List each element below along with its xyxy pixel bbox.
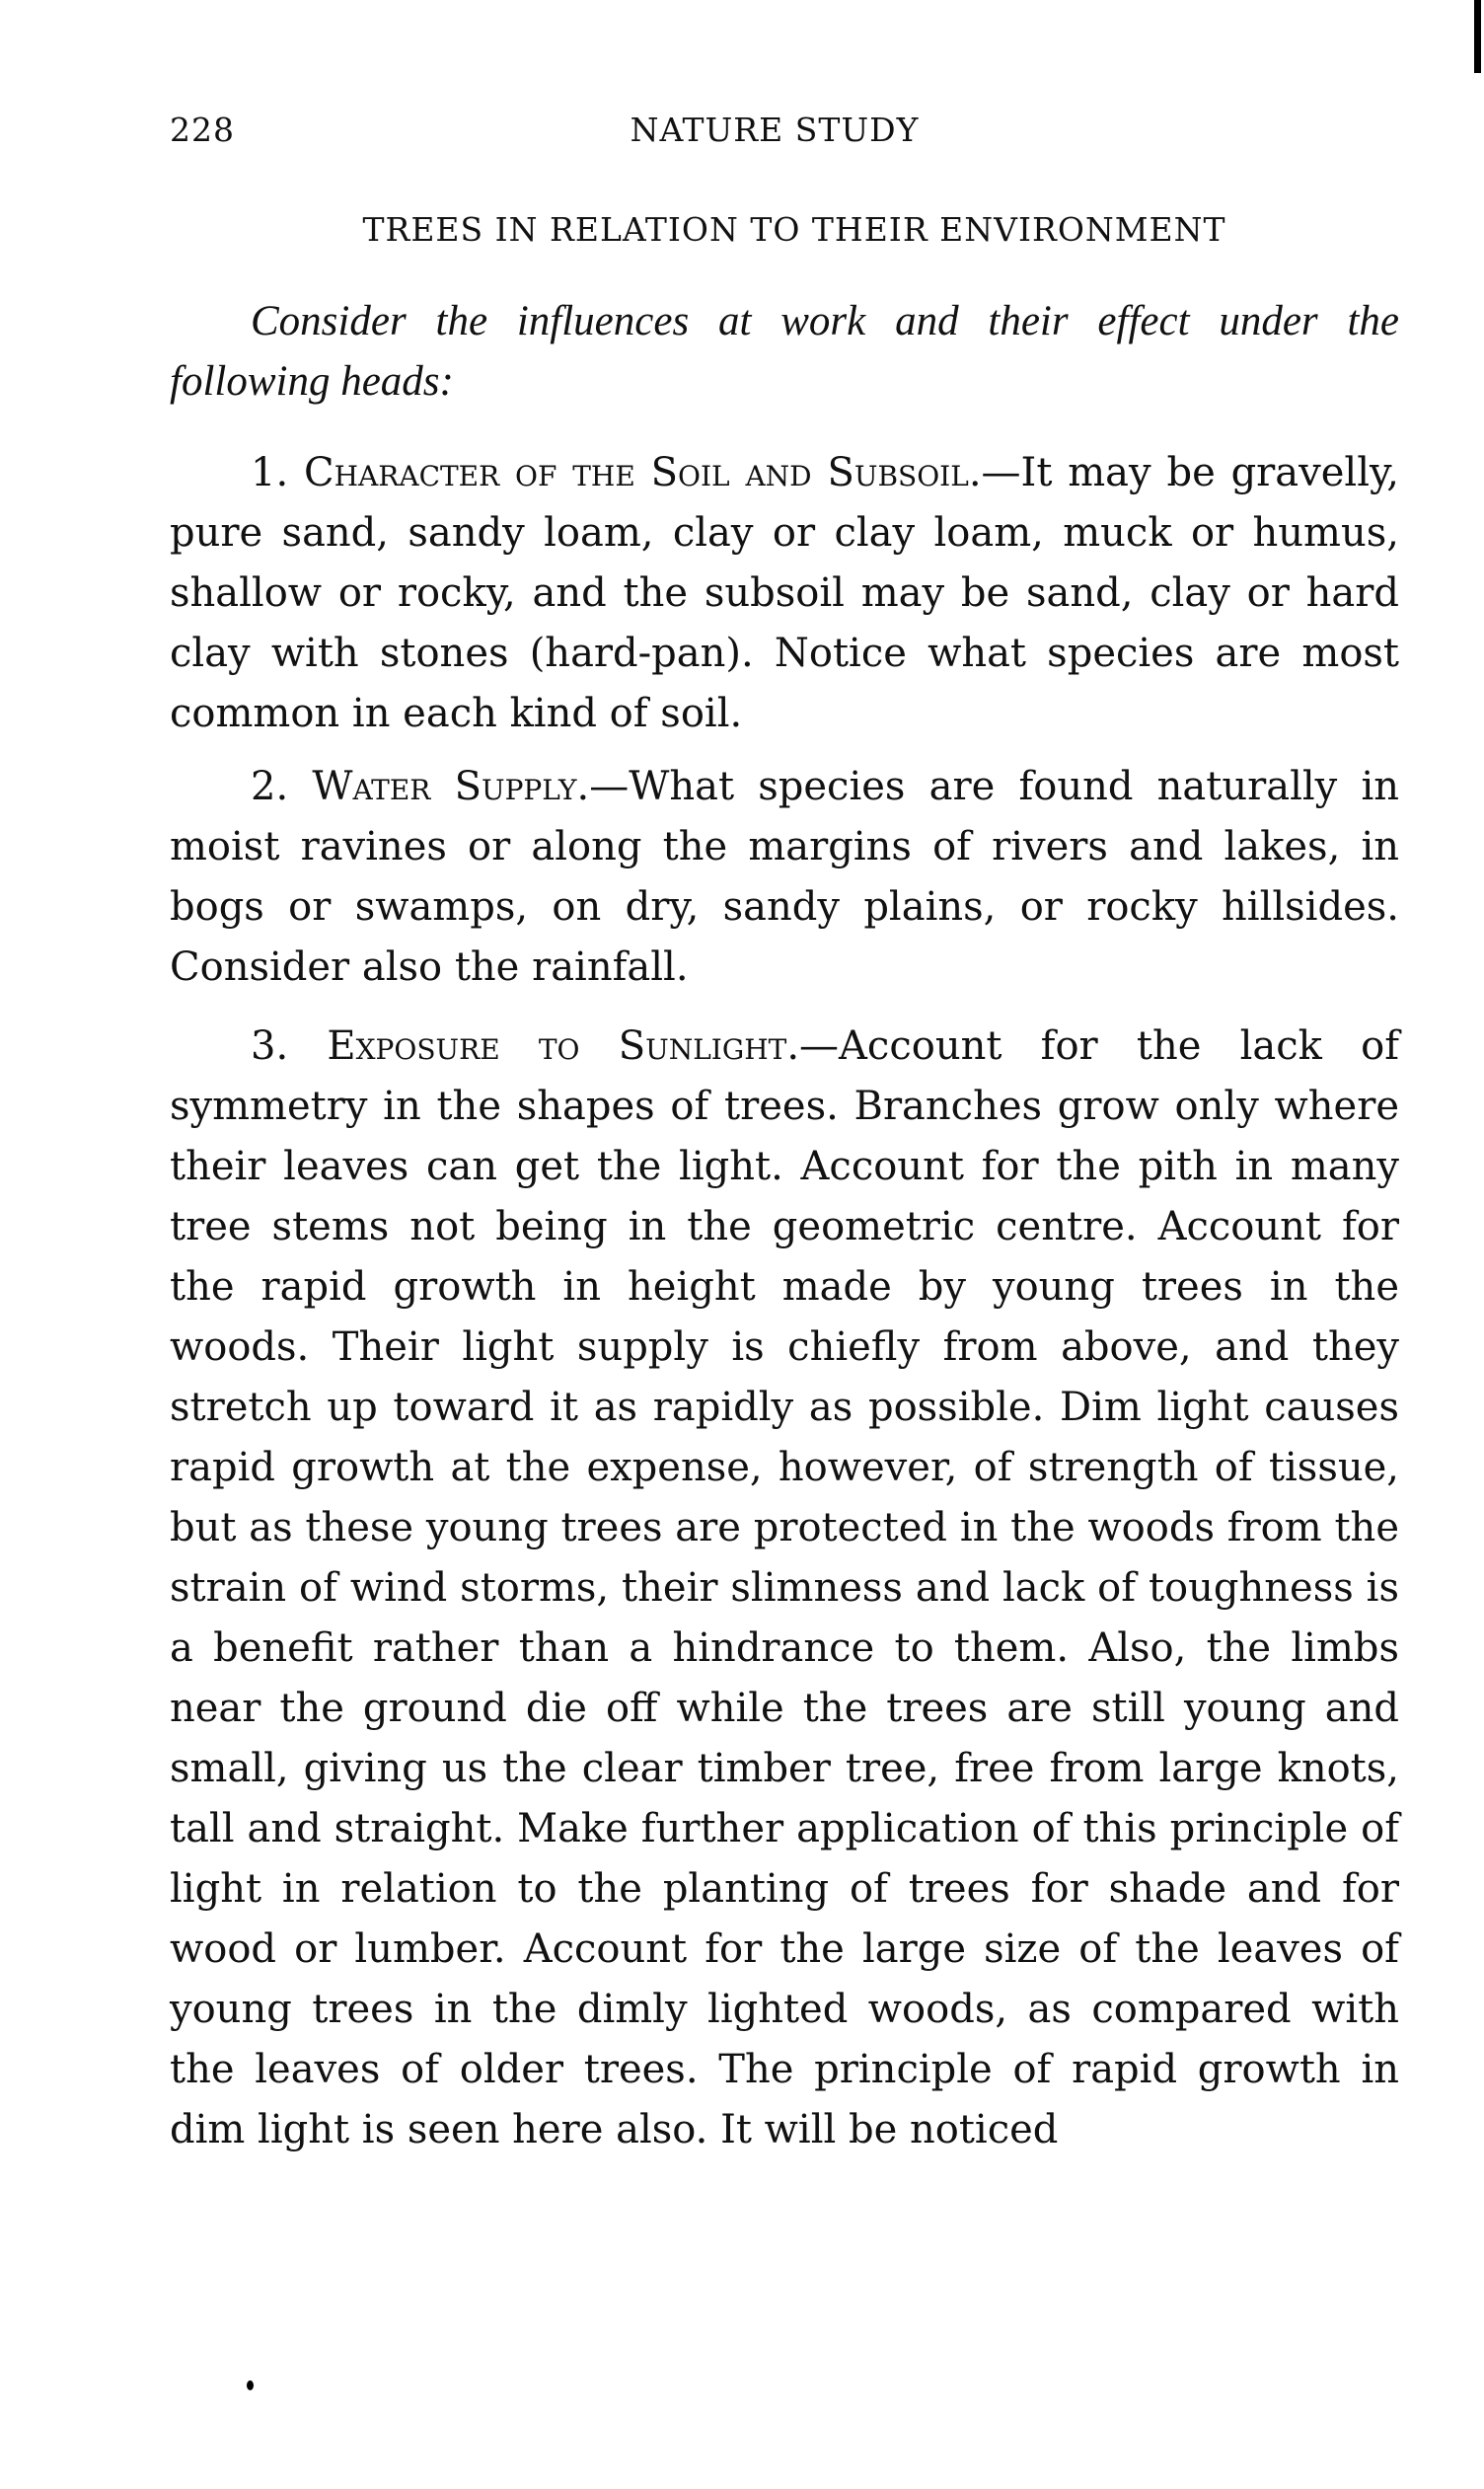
page-number: 228: [170, 111, 235, 149]
item-paragraph: [170, 757, 1399, 998]
running-header: [170, 111, 1399, 150]
item-text: —Account for the lack of symmetry in the shapes of trees. Branches grow only where their leaves can get the light. Account for the pith in many tree stems not being in the geometric centre. Account for the rapid growth in height made by young trees in the woods. Their light supply is chiefly from above, and they stretch up toward it as rapidly as possible. Dim light causes rapid growth at the expense, however, of strength of tissue, but as these young trees are protected in the woods from the strain of wind storms, their slimness and lack of toughness is a benefit rather than a hindrance to them. Also, the limbs near the ground die off while the trees are still young and small, giving us the clear timber tree, free from large knots, tall and straight. Make further application of this principle of light in relation to the planting of trees for shade and for wood or lumber. Account for the large size of the leaves of young trees in the dimly lighted woods, as compared with the leaves of older trees. The principle of rapid growth in dim light is seen here also. It will be noticed: [170, 1023, 1399, 2152]
item-sunlight: [170, 1017, 1399, 2160]
item-text: —What species are found naturally in moist ravines or along the margins of rivers and lakes, in bogs or swamps, on dry, sandy plains, or rocky hillsides. Consider also the rainfall.: [170, 764, 1399, 990]
item-heading: Water Supply.: [312, 764, 590, 809]
item-paragraph: [170, 1017, 1399, 2160]
item-number: 3.: [251, 1023, 289, 1069]
item-water: [170, 757, 1399, 998]
intro-text: Consider the influences at work and their effect under the following heads:: [170, 298, 1399, 405]
item-paragraph: [170, 443, 1399, 744]
intro-paragraph: [170, 291, 1399, 412]
ink-speck: [247, 2380, 254, 2390]
item-heading: Exposure to Sunlight.: [327, 1023, 800, 1069]
scan-edge-mark: [1474, 0, 1481, 73]
item-heading: Character of the Soil and Subsoil.: [304, 450, 982, 495]
section-title: TREES IN RELATION TO THEIR ENVIRONMENT: [362, 210, 1226, 249]
running-title: NATURE STUDY: [630, 111, 920, 149]
item-number: 2.: [251, 764, 289, 809]
item-soil: [170, 443, 1399, 744]
item-text: —It may be gravelly, pure sand, sandy loam, clay or clay loam, muck or humus, shallow or rocky, and the subsoil may be sand, clay or hard clay with stones (hard-pan). Notice what species are most common in each kind of soil.: [170, 450, 1400, 736]
item-number: 1.: [251, 450, 289, 495]
